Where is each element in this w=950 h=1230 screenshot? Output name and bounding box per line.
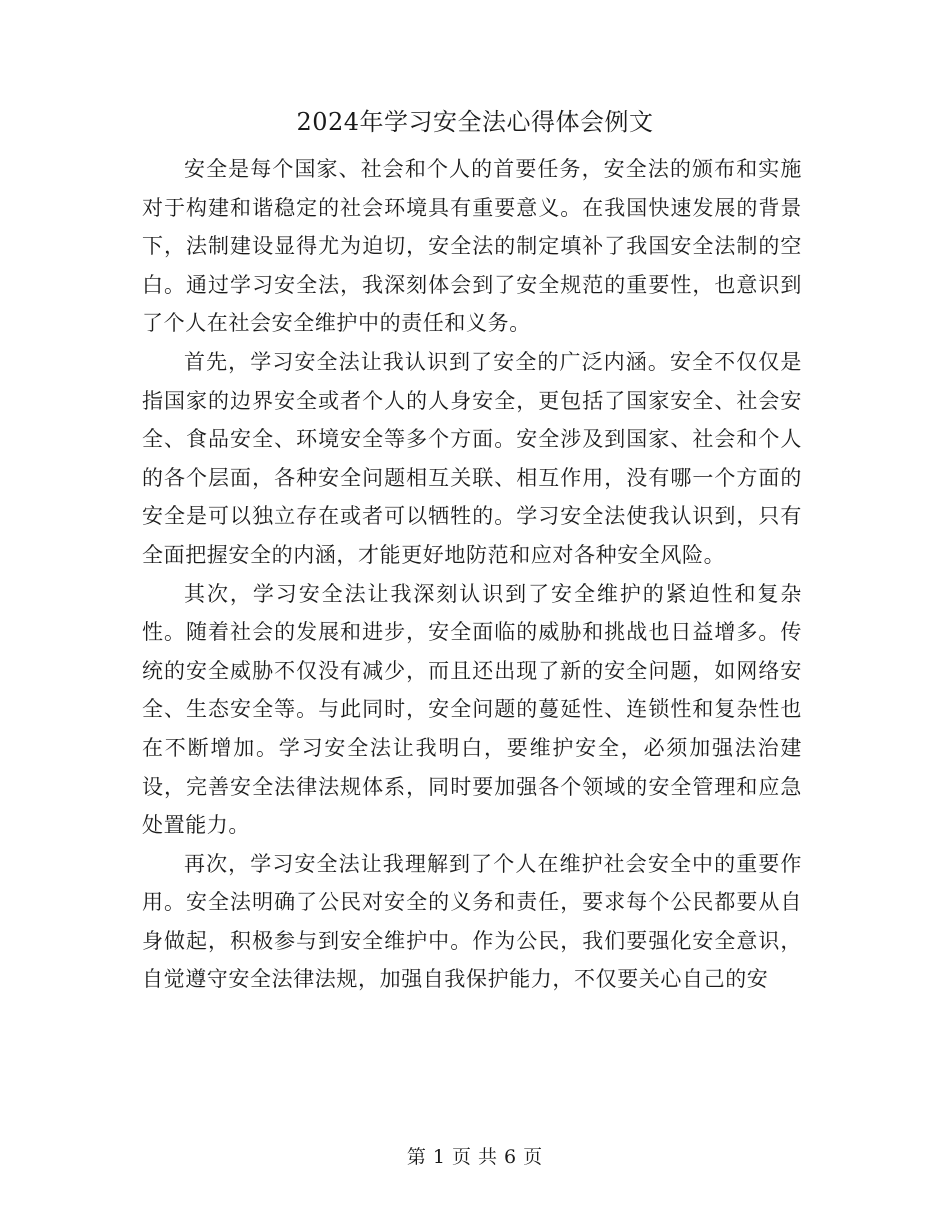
document-body (142, 150, 802, 999)
paragraph-intro: 安全是每个国家、社会和个人的首要任务，安全法的颁布和实施对于构建和谐稳定的社会环境具有重要意义。在我国快速发展的背景下，法制建设显得尤为迫切，安全法的制定填补了我国安全法制的空白。通过学习安全法，我深刻体会到了安全规范的重要性，也意识到了个人在社会安全维护中的责任和义务。 (142, 157, 802, 336)
paragraph-third: 再次，学习安全法让我理解到了个人在维护社会安全中的重要作用。安全法明确了公民对安全的义务和责任，要求每个公民都要从自身做起，积极参与到安全维护中。作为公民，我们要强化安全意识，自觉遵守安全法律法规，加强自我保护能力，不仅要关心自己的安 (142, 851, 802, 992)
document-title: 2024年学习安全法心得体会例文 (296, 108, 654, 136)
paragraph-first: 首先，学习安全法让我认识到了安全的广泛内涵。安全不仅仅是指国家的边界安全或者个人的人身安全，更包括了国家安全、社会安全、食品安全、环境安全等多个方面。安全涉及到国家、社会和个人的各个层面，各种安全问题相互关联、相互作用，没有哪一个方面的安全是可以独立存在或者可以牺牲的。学习安全法使我认识到，只有全面把握安全的内涵，才能更好地防范和应对各种安全风险。 (142, 349, 802, 567)
page-footer (0, 1143, 950, 1171)
footer-prefix: 第 (406, 1146, 427, 1168)
footer-page-word: 页 (451, 1146, 472, 1168)
footer-total-pages: 6 (504, 1146, 518, 1168)
footer-current-page: 1 (432, 1146, 446, 1168)
footer-suffix: 页 (523, 1146, 544, 1168)
paragraph-second: 其次，学习安全法让我深刻认识到了安全维护的紧迫性和复杂性。随着社会的发展和进步，安全面临的威胁和挑战也日益增多。传统的安全威胁不仅没有减少，而且还出现了新的安全问题，如网络安全、生态安全等。与此同时，安全问题的蔓延性、连锁性和复杂性也在不断增加。学习安全法让我明白，要维护安全，必须加强法治建设，完善安全法律法规体系，同时要加强各个领域的安全管理和应急处置能力。 (142, 581, 802, 838)
footer-total-word: 共 (478, 1146, 499, 1168)
